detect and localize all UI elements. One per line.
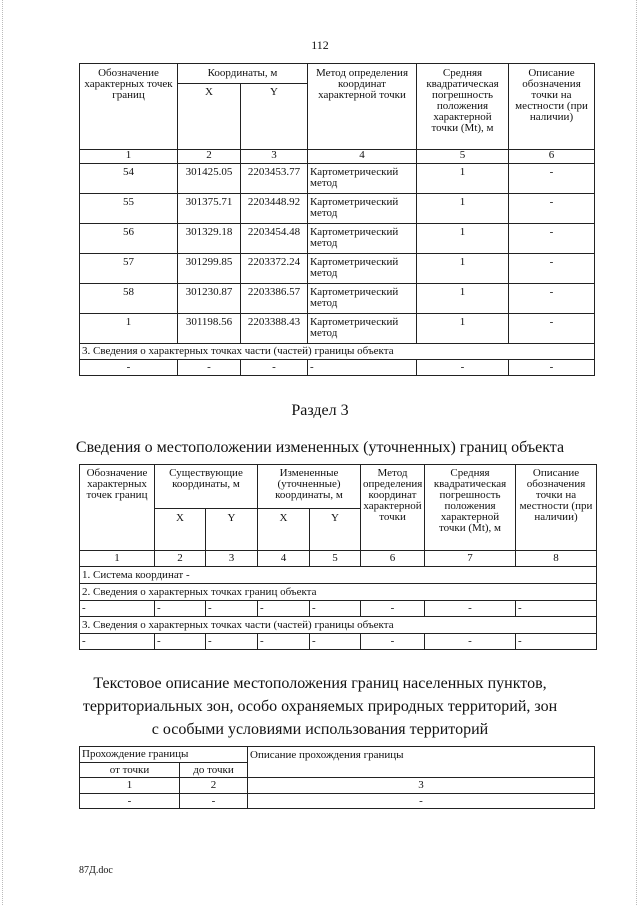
- table-row: [80, 254, 595, 284]
- cell-y: 2203372.24: [241, 254, 308, 284]
- coordinates-table: [79, 63, 595, 376]
- col-number: 1: [80, 551, 155, 567]
- cell-method: Картометрический метод: [308, 314, 417, 344]
- cell-x: 301198.56: [178, 314, 241, 344]
- header-from-point: от точки: [80, 763, 180, 778]
- col-number: 2: [178, 150, 241, 164]
- cell-desc: -: [509, 224, 595, 254]
- table-row: [80, 284, 595, 314]
- cell-error: 1: [417, 224, 509, 254]
- table-row: [80, 794, 595, 809]
- cell-dash: -: [206, 601, 258, 617]
- header-y: Y: [206, 509, 258, 551]
- cell-error: 1: [417, 284, 509, 314]
- header-x: X: [155, 509, 206, 551]
- cell-y: 2203454.48: [241, 224, 308, 254]
- cell-point: 54: [80, 164, 178, 194]
- col-number: 5: [417, 150, 509, 164]
- cell-dash: -: [180, 794, 248, 809]
- cell-dash: -: [361, 601, 425, 617]
- cell-dash: -: [310, 634, 361, 650]
- text-description-heading: [0, 672, 640, 741]
- cell-y: 2203388.43: [241, 314, 308, 344]
- col-number: 2: [180, 778, 248, 794]
- cell-desc: -: [509, 194, 595, 224]
- parts-section-label: 3. Сведения о характерных точках части (частей) границы объекта: [80, 617, 597, 634]
- cell-x: 301425.05: [178, 164, 241, 194]
- cell-dash: -: [516, 601, 597, 617]
- cell-y: 2203453.77: [241, 164, 308, 194]
- cell-dash: -: [509, 360, 595, 376]
- cell-error: 1: [417, 164, 509, 194]
- section-subheading: Сведения о местоположении измененных (уточненных) границ объекта: [75, 439, 565, 456]
- cell-method: Картометрический метод: [308, 224, 417, 254]
- cell-point: 58: [80, 284, 178, 314]
- table-row: [80, 224, 595, 254]
- boundary-passage-table: [79, 746, 595, 809]
- col-number: 8: [516, 551, 597, 567]
- col-number: 7: [425, 551, 516, 567]
- cell-dash: -: [516, 634, 597, 650]
- changed-boundaries-table: [79, 464, 597, 650]
- col-number: 6: [509, 150, 595, 164]
- table-row: [80, 601, 597, 617]
- cell-dash: -: [258, 601, 310, 617]
- cell-dash: -: [417, 360, 509, 376]
- cell-dash: -: [361, 634, 425, 650]
- cell-dash: -: [80, 360, 178, 376]
- page-number: 112: [311, 38, 329, 52]
- section-3-label: 3. Сведения о характерных точках части (частей) границы объекта: [80, 344, 595, 360]
- header-y: Y: [241, 84, 308, 150]
- header-to-point: до точки: [180, 763, 248, 778]
- cell-x: 301329.18: [178, 224, 241, 254]
- table-row: [80, 634, 597, 650]
- cell-method: Картометрический метод: [308, 284, 417, 314]
- col-number: 4: [308, 150, 417, 164]
- cell-dash: -: [206, 634, 258, 650]
- heading-line-1: Текстовое описание местоположения границ населенных пунктов,: [93, 675, 547, 692]
- header-existing-coords: Существующие координаты, м: [155, 465, 258, 509]
- header-changed-coords: Измененные (уточненные) координаты, м: [258, 465, 361, 509]
- cell-dash: -: [308, 360, 417, 376]
- header-passage-description: Описание прохождения границы: [248, 747, 595, 778]
- section-heading: Раздел 3: [291, 402, 349, 419]
- cell-dash: -: [425, 601, 516, 617]
- header-error: Средняя квадратическая погрешность положения характерной точки (Mt), м: [417, 64, 509, 150]
- cell-dash: -: [258, 634, 310, 650]
- col-number: 3: [241, 150, 308, 164]
- header-designation: Обозначение характерных точек границ: [80, 64, 178, 150]
- header-x: X: [258, 509, 310, 551]
- table-row: [80, 314, 595, 344]
- cell-error: 1: [417, 314, 509, 344]
- cell-error: 1: [417, 194, 509, 224]
- cell-y: 2203386.57: [241, 284, 308, 314]
- col-number: 3: [206, 551, 258, 567]
- cell-desc: -: [509, 164, 595, 194]
- col-number: 2: [155, 551, 206, 567]
- cell-dash: -: [241, 360, 308, 376]
- header-method: Метод определения координат характерной точки: [308, 64, 417, 150]
- cell-point: 57: [80, 254, 178, 284]
- cell-dash: -: [425, 634, 516, 650]
- col-number: 1: [80, 150, 178, 164]
- cell-error: 1: [417, 254, 509, 284]
- cell-x: 301375.71: [178, 194, 241, 224]
- cell-point: 55: [80, 194, 178, 224]
- cell-y: 2203448.92: [241, 194, 308, 224]
- cell-dash: -: [248, 794, 595, 809]
- header-error: Средняя квадратическая погрешность положения характерной точки (Mt), м: [425, 465, 516, 551]
- cell-method: Картометрический метод: [308, 164, 417, 194]
- cell-dash: -: [155, 601, 206, 617]
- header-coords: Координаты, м: [178, 64, 308, 84]
- footer-filename: 87Д.doc: [79, 865, 113, 876]
- heading-line-3: с особыми условиями использования территорий: [151, 721, 489, 738]
- points-section-label: 2. Сведения о характерных точках границ объекта: [80, 584, 597, 601]
- cell-x: 301299.85: [178, 254, 241, 284]
- cell-x: 301230.87: [178, 284, 241, 314]
- col-number: 5: [310, 551, 361, 567]
- col-number: 4: [258, 551, 310, 567]
- cell-desc: -: [509, 254, 595, 284]
- cell-dash: -: [80, 794, 180, 809]
- cell-method: Картометрический метод: [308, 254, 417, 284]
- table-row: [80, 164, 595, 194]
- coordinate-system-row: 1. Система координат -: [80, 567, 597, 584]
- cell-desc: -: [509, 314, 595, 344]
- header-designation: Обозначение характерных точек границ: [80, 465, 155, 551]
- cell-point: 1: [80, 314, 178, 344]
- header-passage: Прохождение границы: [80, 747, 248, 763]
- table-row: [80, 360, 595, 376]
- header-description: Описание обозначения точки на местности (при наличии): [509, 64, 595, 150]
- col-number: 6: [361, 551, 425, 567]
- header-x: X: [178, 84, 241, 150]
- cell-dash: -: [310, 601, 361, 617]
- header-y: Y: [310, 509, 361, 551]
- table-row: [80, 194, 595, 224]
- col-number: 1: [80, 778, 180, 794]
- heading-line-2: территориальных зон, особо охраняемых природных территорий, зон: [82, 698, 558, 715]
- cell-dash: -: [80, 601, 155, 617]
- cell-desc: -: [509, 284, 595, 314]
- header-description: Описание обозначения точки на местности (при наличии): [516, 465, 597, 551]
- col-number: 3: [248, 778, 595, 794]
- header-method: Метод определения координат характерной точки: [361, 465, 425, 551]
- cell-dash: -: [178, 360, 241, 376]
- cell-dash: -: [80, 634, 155, 650]
- cell-dash: -: [155, 634, 206, 650]
- cell-method: Картометрический метод: [308, 194, 417, 224]
- cell-point: 56: [80, 224, 178, 254]
